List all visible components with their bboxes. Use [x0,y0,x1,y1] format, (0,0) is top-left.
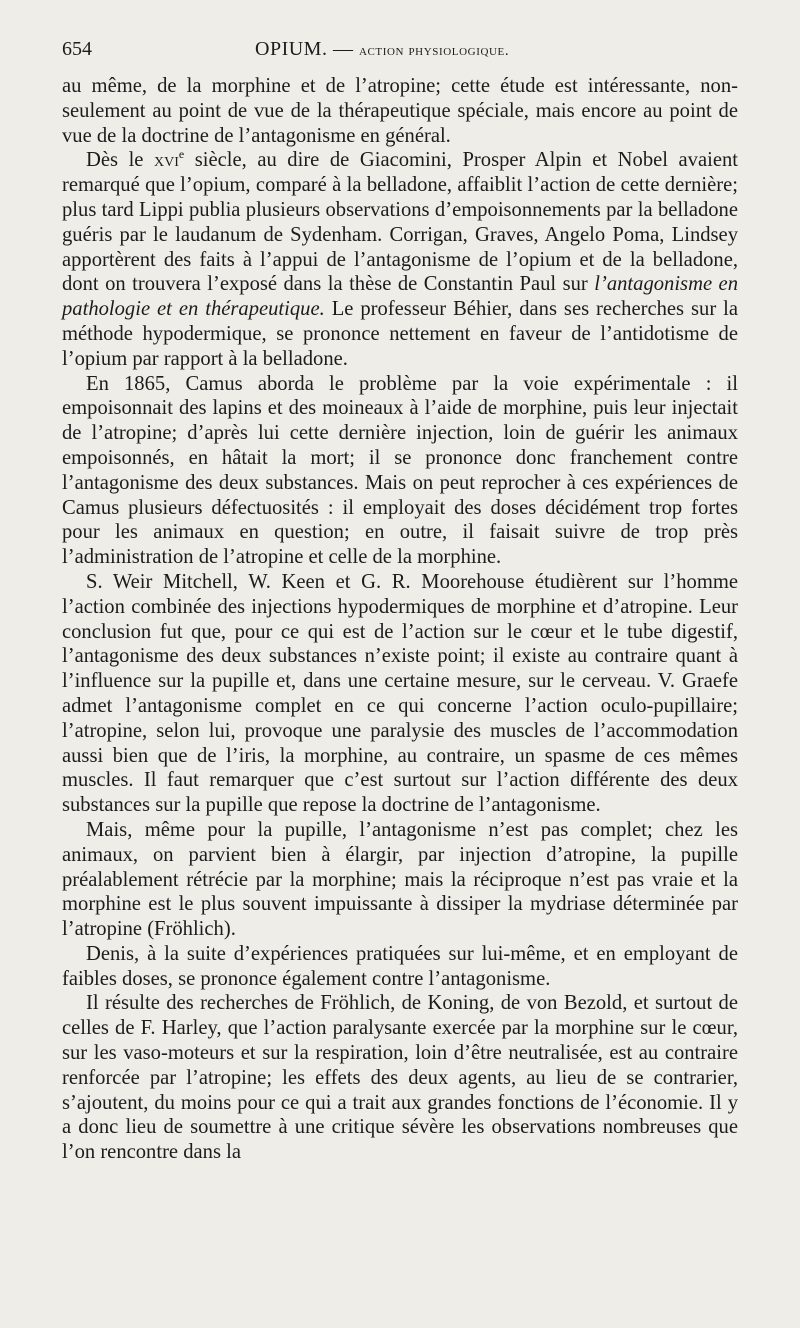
paragraph-2 [62,148,738,371]
paragraph-2-part-2: siècle, au dire de Giacomini, Prosper Alpin et Nobel avaient remarqué que l’opium, comparé à la belladone, affaiblit l’action de cette dernière; plus tard Lippi publia plusieurs observations d’empoisonnements par la belladone guéris par le laudanum de Sydenham. Corrigan, Graves, Angelo Poma, Lindsey apportèrent des faits à l’appui de l’antagonisme de l’opium et de la belladone, dont on trouvera l’exposé dans la thèse de Constantin Paul sur [62,149,738,296]
paragraph-4: S. Weir Mitchell, W. Keen et G. R. Moorehouse étudièrent sur l’homme l’action combinée des injections hypodermiques de morphine et d’atropine. Leur conclusion fut que, pour ce qui est de l’action sur le cœur et le tube digestif, l’antagonisme des deux substances n’existe point; il existe au contraire quant à l’influence sur la pupille et, dans une certaine mesure, sur le cerveau. V. Graefe admet l’antagonisme complet en ce qui concerne l’action oculo-pupillaire; l’atropine, selon lui, provoque une paralysie des muscles de l’accommodation aussi bien que de l’iris, la morphine, au contraire, un spasme de ces mêmes muscles. Il faut remarquer que c’est surtout sur l’action différente des deux substances sur la pupille que repose la doctrine de l’antagonisme. [62,570,738,817]
century-numeral: xvi [153,149,179,172]
running-title-main: OPIUM. [255,38,328,60]
paragraph-5: Mais, même pour la pupille, l’antagonisme n’est pas complet; chez les animaux, on parvient bien à élargir, par injection d’atropine, la pupille préalablement rétrécie par la morphine; mais la réciproque n’est pas vraie et la morphine est le plus souvent impuissante à dissiper la mydriase déterminée par l’atropine (Fröhlich). [62,818,738,941]
paragraph-3: En 1865, Camus aborda le problème par la voie expérimentale : il empoisonnait des lapins et des moineaux à l’aide de morphine, puis leur injectait de l’atropine; d’après lui cette dernière injection, loin de guérir les animaux empoisonnés, en hâtait la mort; il se prononce donc franchement contre l’antagonisme des deux substances. Mais on peut reprocher à ces expériences de Camus plusieurs défectuosités : il employait des doses décidément trop fortes pour les animaux en question; en outre, il faisait suivre de trop près l’administration de l’atropine et celle de la morphine. [62,372,738,569]
page-header [62,38,738,66]
running-title-sub: action physiologique. [358,43,510,59]
paragraph-6: Denis, à la suite d’expériences pratiquées sur lui-même, et en employant de faibles doses, se prononce également contre l’antagonisme. [62,942,738,990]
paragraph-2-part-1: Dès le [86,149,154,172]
page-number: 654 [62,38,92,60]
century-superscript: e [178,147,185,162]
thesis-title: l’antagonisme en pathologie et en thérapeutique. [62,273,738,321]
body-text [62,74,738,1165]
paragraph-7: Il résulte des recherches de Fröhlich, de Koning, de von Bezold, et surtout de celles de F. Harley, que l’action paralysante exercée par la morphine sur le cœur, sur les vaso-moteurs et sur la respiration, loin d’être neutralisée, est au contraire renforcée par l’atropine; les effets des deux agents, au lieu de se contrarier, s’ajoutent, du moins pour ce qui a trait aux grandes fonctions de l’économie. Il y a donc lieu de soumettre à une critique sévère les observations nombreuses que l’on rencontre dans la [62,992,738,1164]
paragraph-2-part-3: Le professeur Béhier, dans ses recherches sur la méthode hypodermique, se prononce nettement en faveur de l’antidotisme de l’opium par rapport à la belladone. [62,298,738,370]
paragraph-1: au même, de la morphine et de l’atropine; cette étude est intéressante, non-seulement au point de vue de la thérapeutique spéciale, mais encore au point de vue de la doctrine de l’antagonisme en général. [62,75,738,147]
running-title-dash: — [327,38,359,60]
running-title [255,38,509,61]
